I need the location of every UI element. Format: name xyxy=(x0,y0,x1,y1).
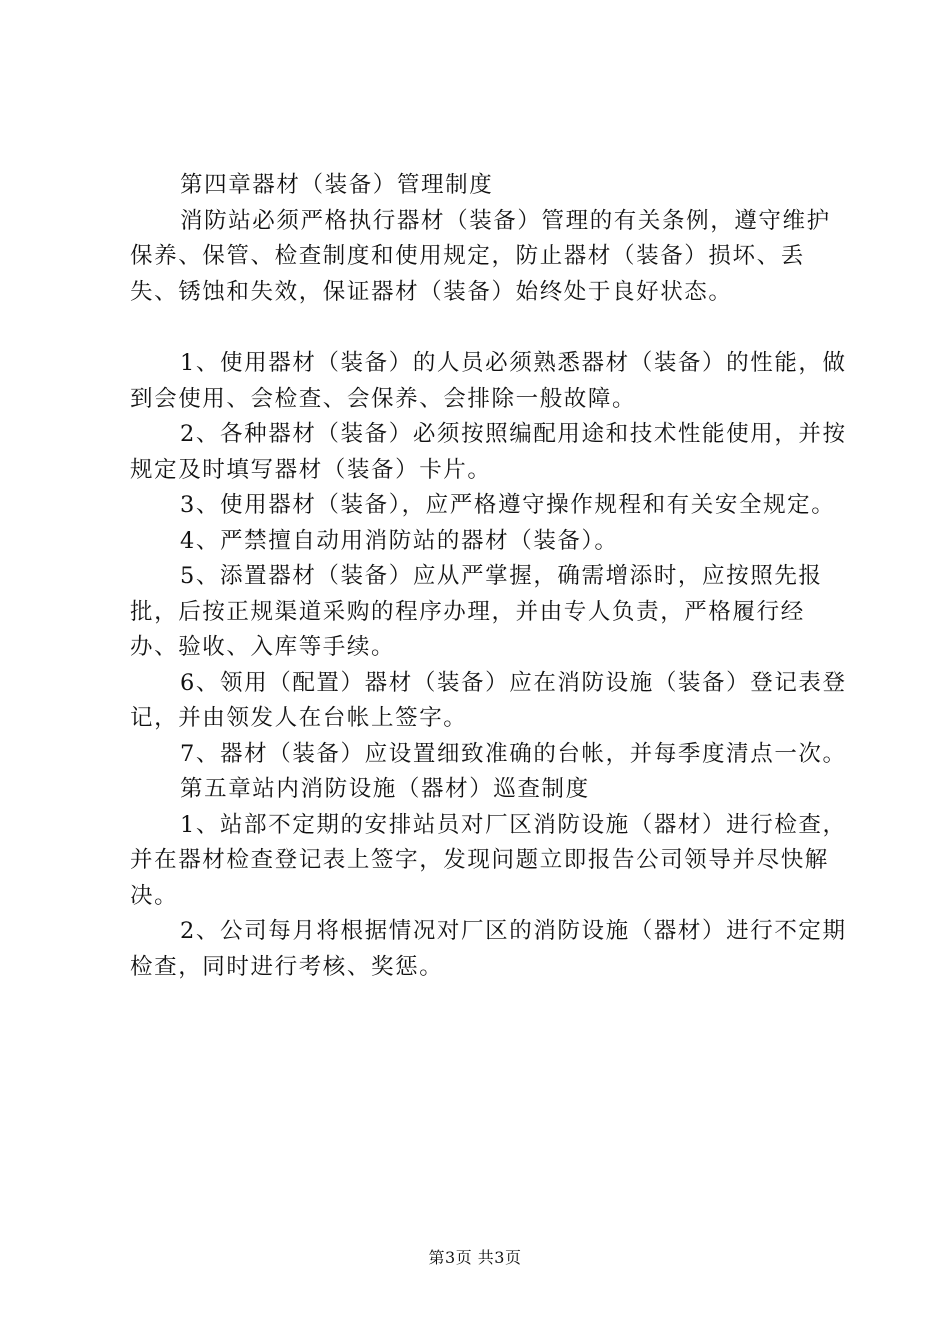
rule-item-7: 7、器材（装备）应设置细致准确的台帐，并每季度清点一次。 xyxy=(180,740,847,767)
chapter-4-heading: 第四章器材（装备）管理制度 xyxy=(180,172,494,198)
rule-item-1: 1、使用器材（装备）的人员必须熟悉器材（装备）的性能，做到会使用、会检查、会保养、会排除一般故障。 xyxy=(130,350,847,412)
inspection-item-2: 2、公司每月将根据情况对厂区的消防设施（器材）进行不定期检查，同时进行考核、奖惩。 xyxy=(130,918,847,980)
rule-item-4: 4、严禁擅自动用消防站的器材（装备）。 xyxy=(180,527,619,554)
page-number-footer: 第3页 共3页 xyxy=(428,1248,522,1267)
document-body xyxy=(130,168,850,985)
rule-item-2: 2、各种器材（装备）必须按照编配用途和技术性能使用，并按规定及时填写器材（装备）卡片。 xyxy=(130,421,847,483)
inspection-item-1: 1、站部不定期的安排站员对厂区消防设施（器材）进行检查，并在器材检查登记表上签字，发现问题立即报告公司领导并尽快解决。 xyxy=(130,811,847,909)
chapter-5-heading: 第五章站内消防设施（器材）巡查制度 xyxy=(180,776,590,802)
rule-item-5: 5、添置器材（装备）应从严掌握，确需增添时，应按照先报批，后按正规渠道采购的程序办理，并由专人负责，严格履行经办、验收、入库等手续。 xyxy=(130,563,823,660)
paragraph-spacer xyxy=(130,310,850,346)
chapter-4-intro-paragraph: 消防站必须严格执行器材（装备）管理的有关条例，遵守维护保养、保管、检查制度和使用规定，防止器材（装备）损坏、丢失、锈蚀和失效，保证器材（装备）始终处于良好状态。 xyxy=(130,207,831,305)
rule-item-6: 6、领用（配置）器材（装备）应在消防设施（装备）登记表登记，并由领发人在台帐上签字。 xyxy=(130,669,847,731)
rule-item-3: 3、使用器材（装备），应严格遵守操作规程和有关安全规定。 xyxy=(180,492,836,518)
